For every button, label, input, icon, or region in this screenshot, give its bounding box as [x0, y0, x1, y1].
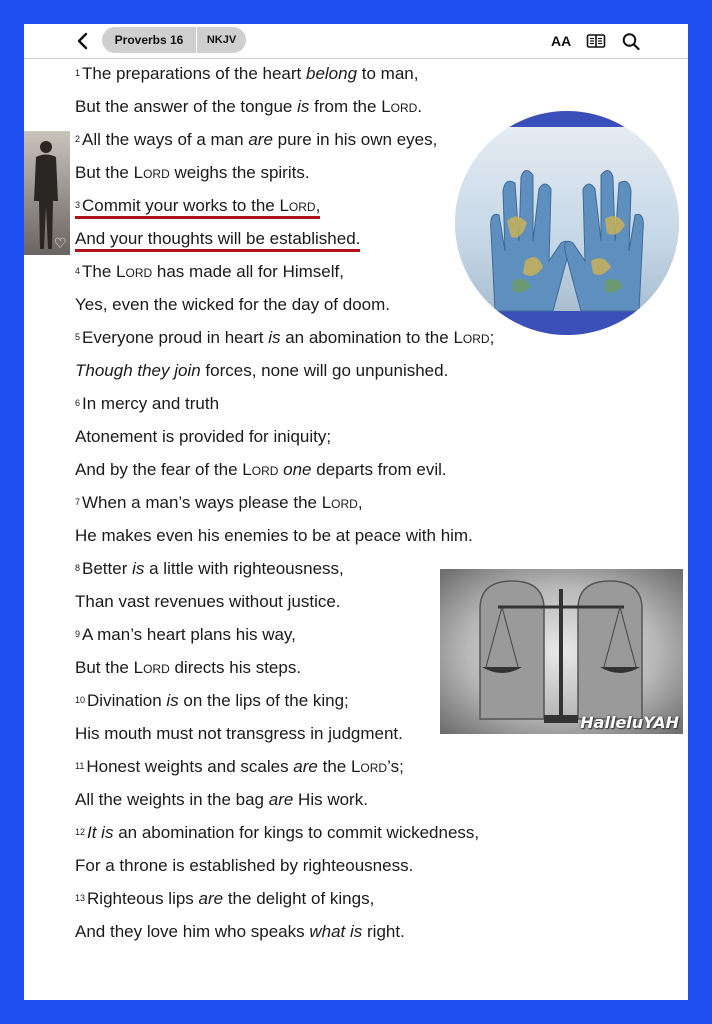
- verse-number: 5: [75, 332, 81, 342]
- verse-italic: are: [248, 130, 273, 149]
- verse-text: to man,: [357, 64, 419, 83]
- verse-10-line-2[interactable]: [75, 722, 403, 746]
- lord-smallcaps: Lord: [242, 460, 279, 479]
- verse-number: 9: [75, 629, 81, 639]
- verse-3-line-2[interactable]: [75, 227, 360, 251]
- verse-text: All the weights in the bag: [75, 790, 269, 809]
- verse-text: ,: [357, 493, 363, 512]
- verse-text: an abomination for kings to commit wickedness,: [113, 823, 480, 842]
- verse-number: 12: [75, 827, 86, 837]
- passage-selector[interactable]: [102, 27, 246, 53]
- version-button[interactable]: NKJV: [206, 34, 237, 46]
- verse-4-line-2[interactable]: [75, 293, 390, 317]
- verse-number: 6: [75, 398, 81, 408]
- verse-text: When a man’s ways please the: [82, 493, 322, 512]
- book-open-icon: [586, 30, 606, 52]
- verse-9-line-1[interactable]: [75, 623, 296, 647]
- verse-text: pure in his own eyes,: [272, 130, 438, 149]
- verse-text: has made all for Himself,: [152, 262, 344, 281]
- font-size-button[interactable]: AA: [551, 33, 572, 49]
- verse-text: departs from evil.: [311, 460, 447, 479]
- verse-10-line-1[interactable]: [75, 689, 349, 713]
- verse-text: Everyone proud in heart: [82, 328, 269, 347]
- verse-text: In mercy and truth: [82, 394, 220, 413]
- verse-text: Than vast revenues without justice.: [75, 592, 341, 611]
- verse-italic: are: [198, 889, 224, 908]
- verse-italic: Though they join: [75, 361, 201, 380]
- verse-italic: are: [293, 757, 318, 776]
- verse-italic: is: [297, 97, 310, 116]
- search-icon: [621, 30, 641, 52]
- verse-text: His mouth must not transgress in judgment.: [75, 724, 403, 743]
- verse-6-line-1[interactable]: [75, 392, 219, 416]
- verse-text: Atonement is provided for iniquity;: [75, 427, 332, 446]
- verse-8-line-2[interactable]: [75, 590, 341, 614]
- verse-text: His work.: [293, 790, 368, 809]
- verse-6-line-3[interactable]: [75, 458, 447, 482]
- lord-smallcaps: Lord: [321, 493, 358, 512]
- lord-smallcaps: Lord: [133, 163, 170, 182]
- verse-text: weighs the spirits.: [169, 163, 310, 182]
- verse-number: 3: [75, 200, 81, 210]
- verse-text: Better: [82, 559, 133, 578]
- verse-11-line-1[interactable]: [75, 755, 404, 779]
- verse-text: Divination: [87, 691, 167, 710]
- verse-number: 2: [75, 134, 81, 144]
- verse-text: Commit your works to the: [82, 196, 280, 215]
- verse-text: The preparations of the heart: [82, 64, 306, 83]
- verse-text: on the lips of the king;: [178, 691, 349, 710]
- verse-text: .: [417, 97, 423, 116]
- verse-5-line-2[interactable]: [75, 359, 448, 383]
- verse-text: from the: [309, 97, 382, 116]
- verse-number: 10: [75, 695, 86, 705]
- lord-smallcaps: Lord: [453, 328, 490, 347]
- verse-italic: what is: [309, 922, 363, 941]
- verse-number: 11: [75, 761, 85, 771]
- reader-mode-button[interactable]: [586, 30, 606, 52]
- verse-7-line-2[interactable]: [75, 524, 473, 548]
- image-caption: HalleluYAH: [580, 713, 679, 732]
- verse-number: 8: [75, 563, 81, 573]
- lord-smallcaps: Lord: [279, 196, 316, 215]
- verse-9-line-2[interactable]: [75, 656, 301, 680]
- verse-12-line-2[interactable]: [75, 854, 413, 878]
- chevron-left-icon: [72, 28, 94, 54]
- scales-image: [440, 569, 683, 734]
- verse-4-line-1[interactable]: [75, 260, 344, 284]
- verse-8-line-1[interactable]: [75, 557, 344, 581]
- back-button[interactable]: [72, 28, 94, 54]
- verse-text: an abomination to the: [280, 328, 454, 347]
- verse-number: 13: [75, 893, 86, 903]
- verse-italic: is: [166, 691, 179, 710]
- verse-italic: are: [268, 790, 294, 809]
- reader-page: [24, 24, 688, 1000]
- lord-smallcaps: Lord: [116, 262, 153, 281]
- lord-smallcaps: Lord: [133, 658, 170, 677]
- verse-text: a little with righteousness,: [144, 559, 344, 578]
- verse-12-line-1[interactable]: [75, 821, 479, 845]
- verse-italic: one: [283, 460, 312, 479]
- verse-italic: is: [132, 559, 145, 578]
- verse-7-line-1[interactable]: [75, 491, 363, 515]
- verse-text: A man’s heart plans his way,: [82, 625, 296, 644]
- verse-number: 1: [75, 68, 81, 78]
- verse-5-line-1[interactable]: [75, 326, 494, 350]
- verse-1-line-1[interactable]: [75, 62, 418, 86]
- lord-smallcaps: Lord: [350, 757, 388, 776]
- verse-13-line-2[interactable]: [75, 920, 405, 944]
- verse-3-line-1[interactable]: [75, 194, 320, 218]
- verse-text: forces, none will go unpunished.: [200, 361, 449, 380]
- verse-text: ’s;: [387, 757, 404, 776]
- verse-text: the: [317, 757, 351, 776]
- verse-italic: is: [268, 328, 281, 347]
- verse-text: Righteous lips: [87, 889, 199, 908]
- verse-text: ;: [489, 328, 495, 347]
- highlight-underline: [75, 229, 360, 252]
- verse-text: the delight of kings,: [223, 889, 375, 908]
- verse-text: But the: [75, 658, 134, 677]
- verse-text: And by the fear of the: [75, 460, 243, 479]
- verse-6-line-2[interactable]: [75, 425, 331, 449]
- verse-text: He makes even his enemies to be at peace with him.: [75, 526, 473, 545]
- verse-text: The: [82, 262, 117, 281]
- verse-text: And they love him who speaks: [75, 922, 310, 941]
- verse-italic: belong: [306, 64, 358, 83]
- verse-number: 7: [75, 497, 81, 507]
- book-chapter-button[interactable]: Proverbs 16: [114, 33, 184, 47]
- verse-text: But the answer of the tongue: [75, 97, 298, 116]
- lord-smallcaps: Lord: [381, 97, 418, 116]
- verse-text: right.: [362, 922, 405, 941]
- verse-number: 4: [75, 266, 81, 276]
- search-button[interactable]: [621, 30, 641, 52]
- person-thumbnail[interactable]: [24, 131, 70, 255]
- verse-text: Yes, even the wicked for the day of doom.: [75, 295, 391, 314]
- world-hands-image: [455, 111, 679, 335]
- verse-1-line-2[interactable]: [75, 95, 422, 119]
- verse-2-line-1[interactable]: [75, 128, 437, 152]
- verse-text: For a throne is established by righteousness.: [75, 856, 414, 875]
- verse-text: directs his steps.: [169, 658, 302, 677]
- verse-13-line-1[interactable]: [75, 887, 374, 911]
- verse-text: But the: [75, 163, 134, 182]
- verse-italic: It is: [87, 823, 114, 842]
- top-bar: [24, 24, 688, 59]
- verse-text: And your thoughts will be established.: [75, 229, 361, 248]
- highlight-underline: [75, 196, 320, 219]
- verse-text: ,: [315, 196, 321, 215]
- verse-2-line-2[interactable]: [75, 161, 310, 185]
- verse-text: Honest weights and scales: [86, 757, 294, 776]
- verse-text: All the ways of a man: [82, 130, 249, 149]
- verse-11-line-2[interactable]: [75, 788, 368, 812]
- heart-icon[interactable]: ♡: [54, 235, 67, 251]
